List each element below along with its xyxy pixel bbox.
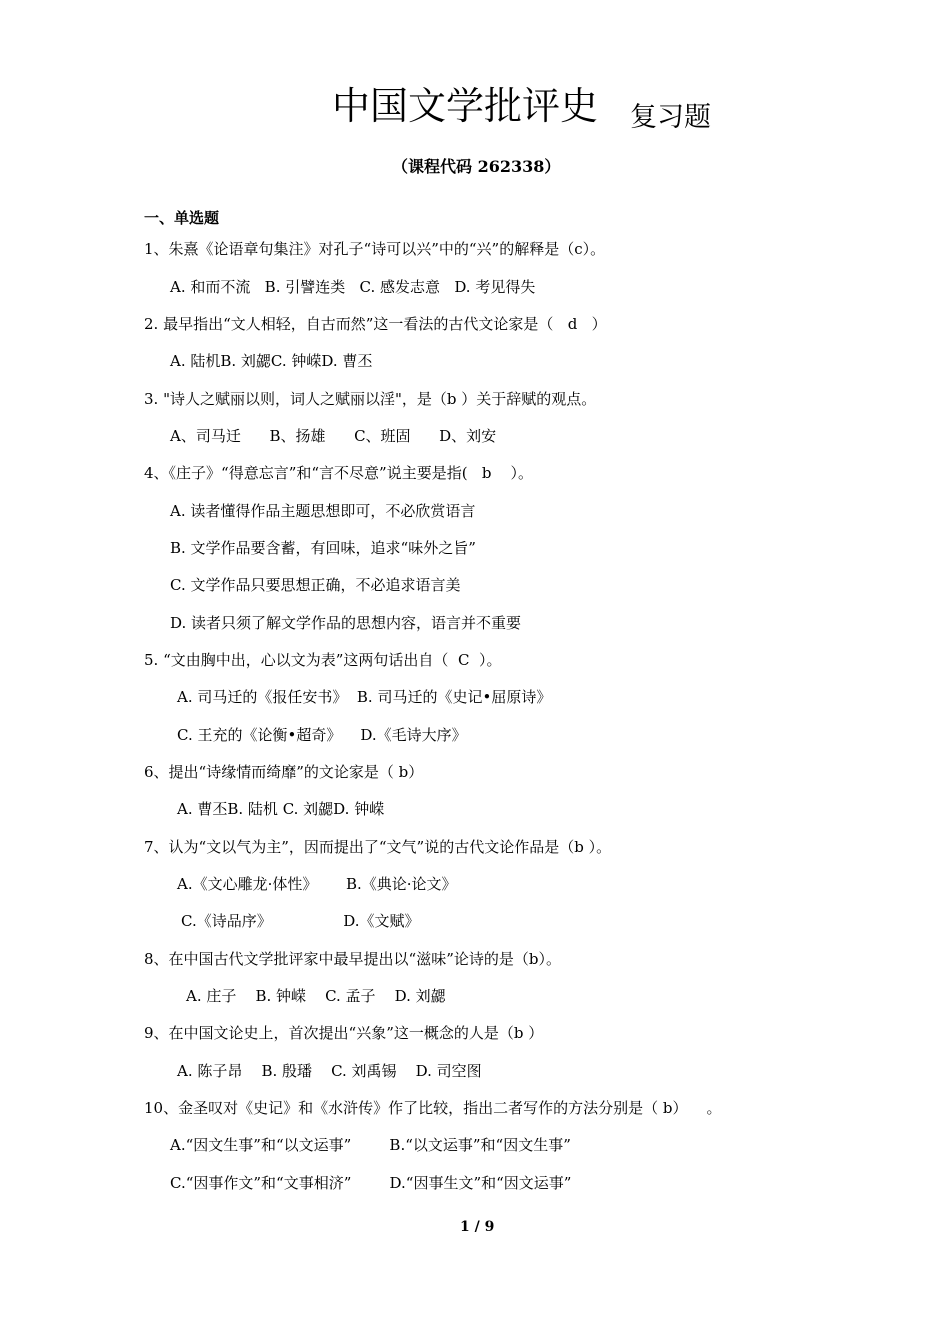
options-9: A. 陈子昂 B. 殷璠 C. 刘禹锡 D. 司空图 [177,1062,482,1080]
options-7-ab: A.《文心雕龙·体性》 B.《典论·论文》 [177,875,457,893]
option-4a: A. 读者懂得作品主题思想即可，不必欣赏语言 [170,502,476,520]
question-4: 4、《庄子》“得意忘言”和“言不尽意”说主要是指( b ）。 [144,464,534,482]
question-10: 10、金圣叹对《史记》和《水浒传》作了比较，指出二者写作的方法分别是（ b） 。 [144,1099,722,1117]
options-3: A、司马迁 B、扬雄 C、班固 D、刘安 [170,427,497,445]
question-9: 9、在中国文论史上，首次提出“兴象”这一概念的人是（b ） [144,1024,544,1042]
question-5: 5. “文由胸中出，心以文为表”这两句话出自（ C ）。 [144,651,502,669]
question-7: 7、认为“文以气为主”，因而提出了“文气”说的古代文论作品是（b ）。 [144,838,612,856]
options-10-ab: A.“因文生事”和“以文运事” B.“以文运事”和“因文生事” [170,1136,571,1154]
options-6: A. 曹丕B. 陆机 C. 刘勰D. 钟嵘 [177,800,385,818]
options-2: A. 陆机B. 刘勰C. 钟嵘D. 曹丕 [170,352,373,370]
options-7-cd: C.《诗品序》 D.《文赋》 [181,912,420,930]
options-5-ab: A. 司马迁的《报任安书》 B. 司马迁的《史记•屈原诗》 [177,688,552,706]
options-5-cd: C. 王充的《论衡•超奇》 D.《毛诗大序》 [177,726,467,744]
options-1: A. 和而不流 B. 引譬连类 C. 感发志意 D. 考见得失 [170,278,536,296]
page-number: 1 / 9 [460,1219,495,1235]
option-4d: D. 读者只须了解文学作品的思想内容，语言并不重要 [170,614,522,632]
section-heading: 一、单选题 [144,209,220,227]
option-4b: B. 文学作品要含蓄，有回味，追求“味外之旨” [170,539,476,557]
options-8: A. 庄子 B. 钟嵘 C. 孟子 D. 刘勰 [186,987,446,1005]
question-6: 6、提出“诗缘情而绮靡”的文论家是（ b） [144,763,424,781]
options-10-cd: C.“因事作文”和“文事相济” D.“因事生文”和“因文运事” [170,1174,572,1192]
question-3: 3. "诗人之赋丽以则，词人之赋丽以淫"，是（b ）关于辞赋的观点。 [144,390,597,408]
question-1: 1、朱熹《论语章句集注》对孔子“诗可以兴”中的“兴”的解释是（c）。 [144,240,606,258]
option-4c: C. 文学作品只要思想正确，不必追求语言美 [170,576,461,594]
question-2: 2. 最早指出“文人相轻，自古而然”这一看法的古代文论家是（ d ） [144,315,607,333]
page-subtitle: 复习题 [630,102,711,133]
course-code: （课程代码 262338） [392,157,561,176]
page-title: 中国文学批评史 [332,84,599,128]
question-8: 8、在中国古代文学批评家中最早提出以“滋味”论诗的是（b）。 [144,950,561,968]
